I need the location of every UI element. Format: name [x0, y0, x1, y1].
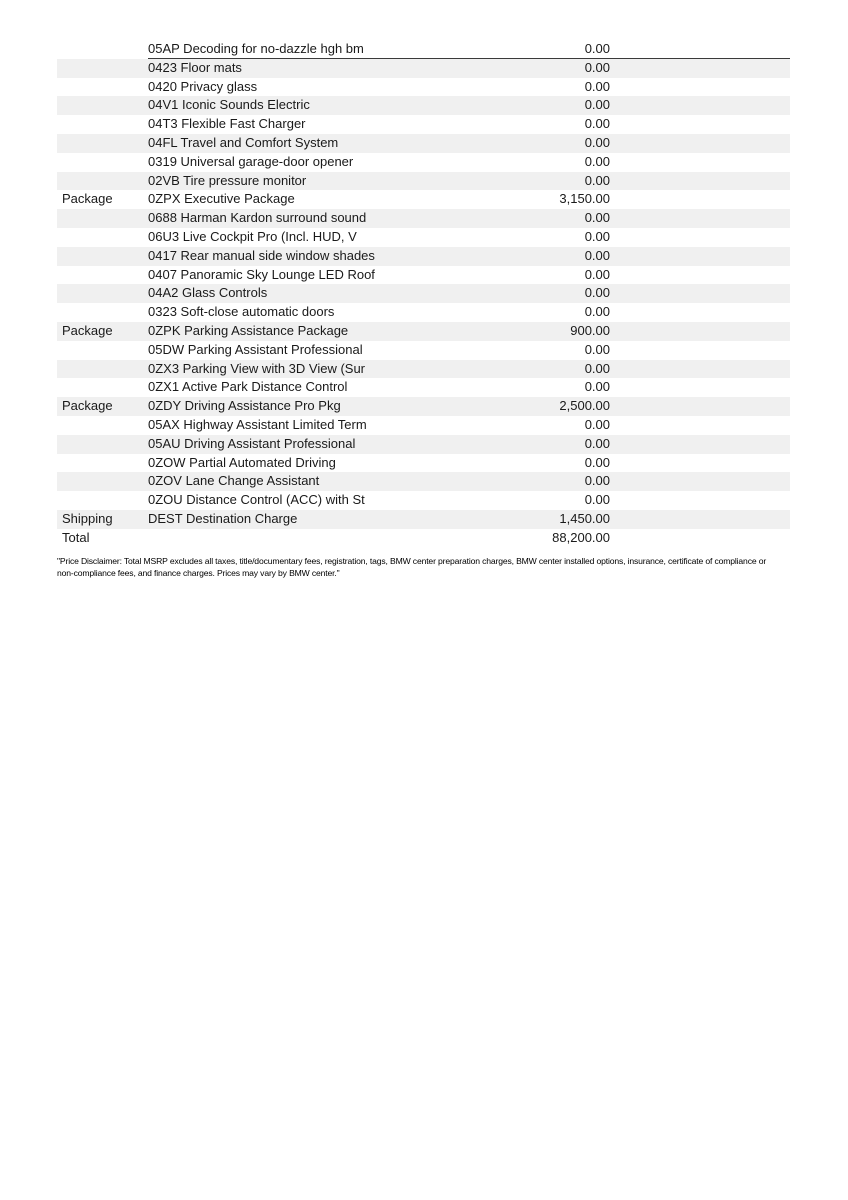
table-row — [57, 529, 790, 548]
category-cell — [57, 454, 148, 473]
item-cell: 0407 Panoramic Sky Lounge LED Roof — [148, 266, 375, 282]
filler-cell — [610, 228, 790, 247]
table-row — [57, 247, 790, 266]
price-cell: 0.00 — [584, 78, 610, 94]
category-cell — [57, 209, 148, 228]
price-cell: 0.00 — [584, 134, 610, 150]
table-row — [57, 303, 790, 322]
table-row — [57, 435, 790, 454]
filler-cell — [610, 115, 790, 134]
filler-cell — [610, 529, 790, 548]
price-cell: 0.00 — [584, 266, 610, 282]
filler-cell — [610, 96, 790, 115]
filler-cell — [610, 78, 790, 97]
item-cell: 04A2 Glass Controls — [148, 285, 268, 301]
filler-cell — [610, 153, 790, 172]
table-row — [57, 472, 790, 491]
category-cell — [57, 115, 148, 134]
price-cell: 0.00 — [458, 40, 610, 59]
filler-cell — [610, 190, 790, 209]
category-cell: Package — [62, 191, 113, 207]
table-row — [57, 284, 790, 303]
price-cell: 0.00 — [584, 285, 610, 301]
price-cell: 0.00 — [584, 360, 610, 376]
price-cell: 0.00 — [584, 492, 610, 508]
category-cell — [57, 266, 148, 285]
category-cell — [57, 40, 148, 59]
table-row — [57, 115, 790, 134]
options-table-body — [57, 40, 790, 548]
table-row — [57, 134, 790, 153]
category-cell — [57, 472, 148, 491]
price-cell: 0.00 — [584, 228, 610, 244]
category-cell: Shipping — [62, 510, 113, 526]
price-cell: 900.00 — [570, 322, 610, 338]
item-cell: 0ZDY Driving Assistance Pro Pkg — [148, 398, 341, 414]
category-cell — [57, 134, 148, 153]
category-cell — [57, 59, 148, 78]
options-table — [57, 40, 790, 548]
item-cell: 05AU Driving Assistant Professional — [148, 435, 356, 451]
table-row — [57, 491, 790, 510]
table-row — [57, 266, 790, 285]
category-cell — [57, 416, 148, 435]
item-cell: 0323 Soft-close automatic doors — [148, 304, 335, 320]
price-cell: 0.00 — [584, 454, 610, 470]
filler-cell — [610, 341, 790, 360]
filler-cell — [610, 40, 790, 59]
item-cell: 0ZOW Partial Automated Driving — [148, 454, 336, 470]
item-cell: 02VB Tire pressure monitor — [148, 172, 307, 188]
category-cell: Total — [62, 529, 90, 545]
item-cell: 0ZPK Parking Assistance Package — [148, 322, 349, 338]
filler-cell — [610, 59, 790, 78]
price-cell: 0.00 — [584, 379, 610, 395]
category-cell — [57, 172, 148, 191]
price-cell: 0.00 — [584, 210, 610, 226]
table-row — [57, 397, 790, 416]
filler-cell — [610, 303, 790, 322]
item-cell: 0420 Privacy glass — [148, 78, 258, 94]
price-cell: 0.00 — [584, 247, 610, 263]
table-row — [57, 322, 790, 341]
table-row — [57, 510, 790, 529]
price-cell: 1,450.00 — [559, 510, 610, 526]
item-cell: 0ZX3 Parking View with 3D View (Sur — [148, 360, 366, 376]
item-cell: 0ZOV Lane Change Assistant — [148, 473, 320, 489]
category-cell — [57, 284, 148, 303]
table-row — [57, 360, 790, 379]
table-row — [57, 454, 790, 473]
filler-cell — [610, 360, 790, 379]
item-cell: 0ZOU Distance Control (ACC) with St — [148, 492, 365, 508]
price-cell: 0.00 — [584, 59, 610, 75]
item-cell: 0423 Floor mats — [148, 59, 242, 75]
filler-cell — [610, 472, 790, 491]
price-cell: 0.00 — [584, 341, 610, 357]
category-cell: Package — [62, 398, 113, 414]
table-row — [57, 209, 790, 228]
category-cell — [57, 360, 148, 379]
category-cell — [57, 78, 148, 97]
filler-cell — [610, 172, 790, 191]
table-row — [57, 96, 790, 115]
category-cell — [57, 153, 148, 172]
filler-cell — [610, 491, 790, 510]
price-cell: 0.00 — [584, 416, 610, 432]
category-cell — [57, 378, 148, 397]
price-cell: 2,500.00 — [559, 398, 610, 414]
filler-cell — [610, 247, 790, 266]
table-row — [57, 153, 790, 172]
filler-cell — [610, 322, 790, 341]
item-cell: 0ZPX Executive Package — [148, 191, 295, 207]
table-row — [57, 78, 790, 97]
item-cell: 0ZX1 Active Park Distance Control — [148, 379, 348, 395]
table-row — [57, 190, 790, 209]
price-cell: 0.00 — [584, 435, 610, 451]
table-row — [57, 378, 790, 397]
item-cell: 04T3 Flexible Fast Charger — [148, 116, 306, 132]
category-cell — [57, 303, 148, 322]
item-cell: 05DW Parking Assistant Professional — [148, 341, 363, 357]
price-cell: 88,200.00 — [552, 529, 610, 545]
category-cell: Package — [62, 322, 113, 338]
item-cell: 0688 Harman Kardon surround sound — [148, 210, 367, 226]
filler-cell — [610, 378, 790, 397]
price-cell: 0.00 — [584, 473, 610, 489]
category-cell — [57, 247, 148, 266]
item-cell: 0417 Rear manual side window shades — [148, 247, 375, 263]
price-cell: 3,150.00 — [559, 191, 610, 207]
price-disclaimer: "Price Disclaimer: Total MSRP excludes all taxes, title/documentary fees, registration, tags, BMW center preparation charges, BMW center installed options, insurance, certificate of compliance or non-compliance fees, and finance charges. Prices may vary by BMW center." — [57, 556, 767, 578]
price-cell: 0.00 — [584, 172, 610, 188]
category-cell — [57, 491, 148, 510]
category-cell — [57, 341, 148, 360]
filler-cell — [610, 266, 790, 285]
category-cell — [57, 228, 148, 247]
item-cell: 04V1 Iconic Sounds Electric — [148, 97, 310, 113]
table-row — [57, 228, 790, 247]
table-row — [57, 172, 790, 191]
price-cell: 0.00 — [584, 97, 610, 113]
table-row — [57, 59, 790, 78]
table-row — [57, 416, 790, 435]
price-cell: 0.00 — [584, 116, 610, 132]
filler-cell — [610, 416, 790, 435]
table-row — [57, 341, 790, 360]
filler-cell — [610, 397, 790, 416]
item-cell: 06U3 Live Cockpit Pro (Incl. HUD, V — [148, 228, 357, 244]
item-cell — [148, 529, 458, 548]
price-cell: 0.00 — [584, 304, 610, 320]
category-cell — [57, 96, 148, 115]
item-cell: 0319 Universal garage-door opener — [148, 153, 354, 169]
filler-cell — [610, 510, 790, 529]
filler-cell — [610, 454, 790, 473]
item-cell: 04FL Travel and Comfort System — [148, 134, 339, 150]
filler-cell — [610, 134, 790, 153]
table-row — [57, 40, 790, 59]
item-cell: 05AX Highway Assistant Limited Term — [148, 416, 367, 432]
item-cell: 05AP Decoding for no-dazzle hgh bm — [148, 40, 458, 59]
price-cell: 0.00 — [584, 153, 610, 169]
filler-cell — [610, 284, 790, 303]
item-cell: DEST Destination Charge — [148, 510, 298, 526]
filler-cell — [610, 209, 790, 228]
filler-cell — [610, 435, 790, 454]
category-cell — [57, 435, 148, 454]
